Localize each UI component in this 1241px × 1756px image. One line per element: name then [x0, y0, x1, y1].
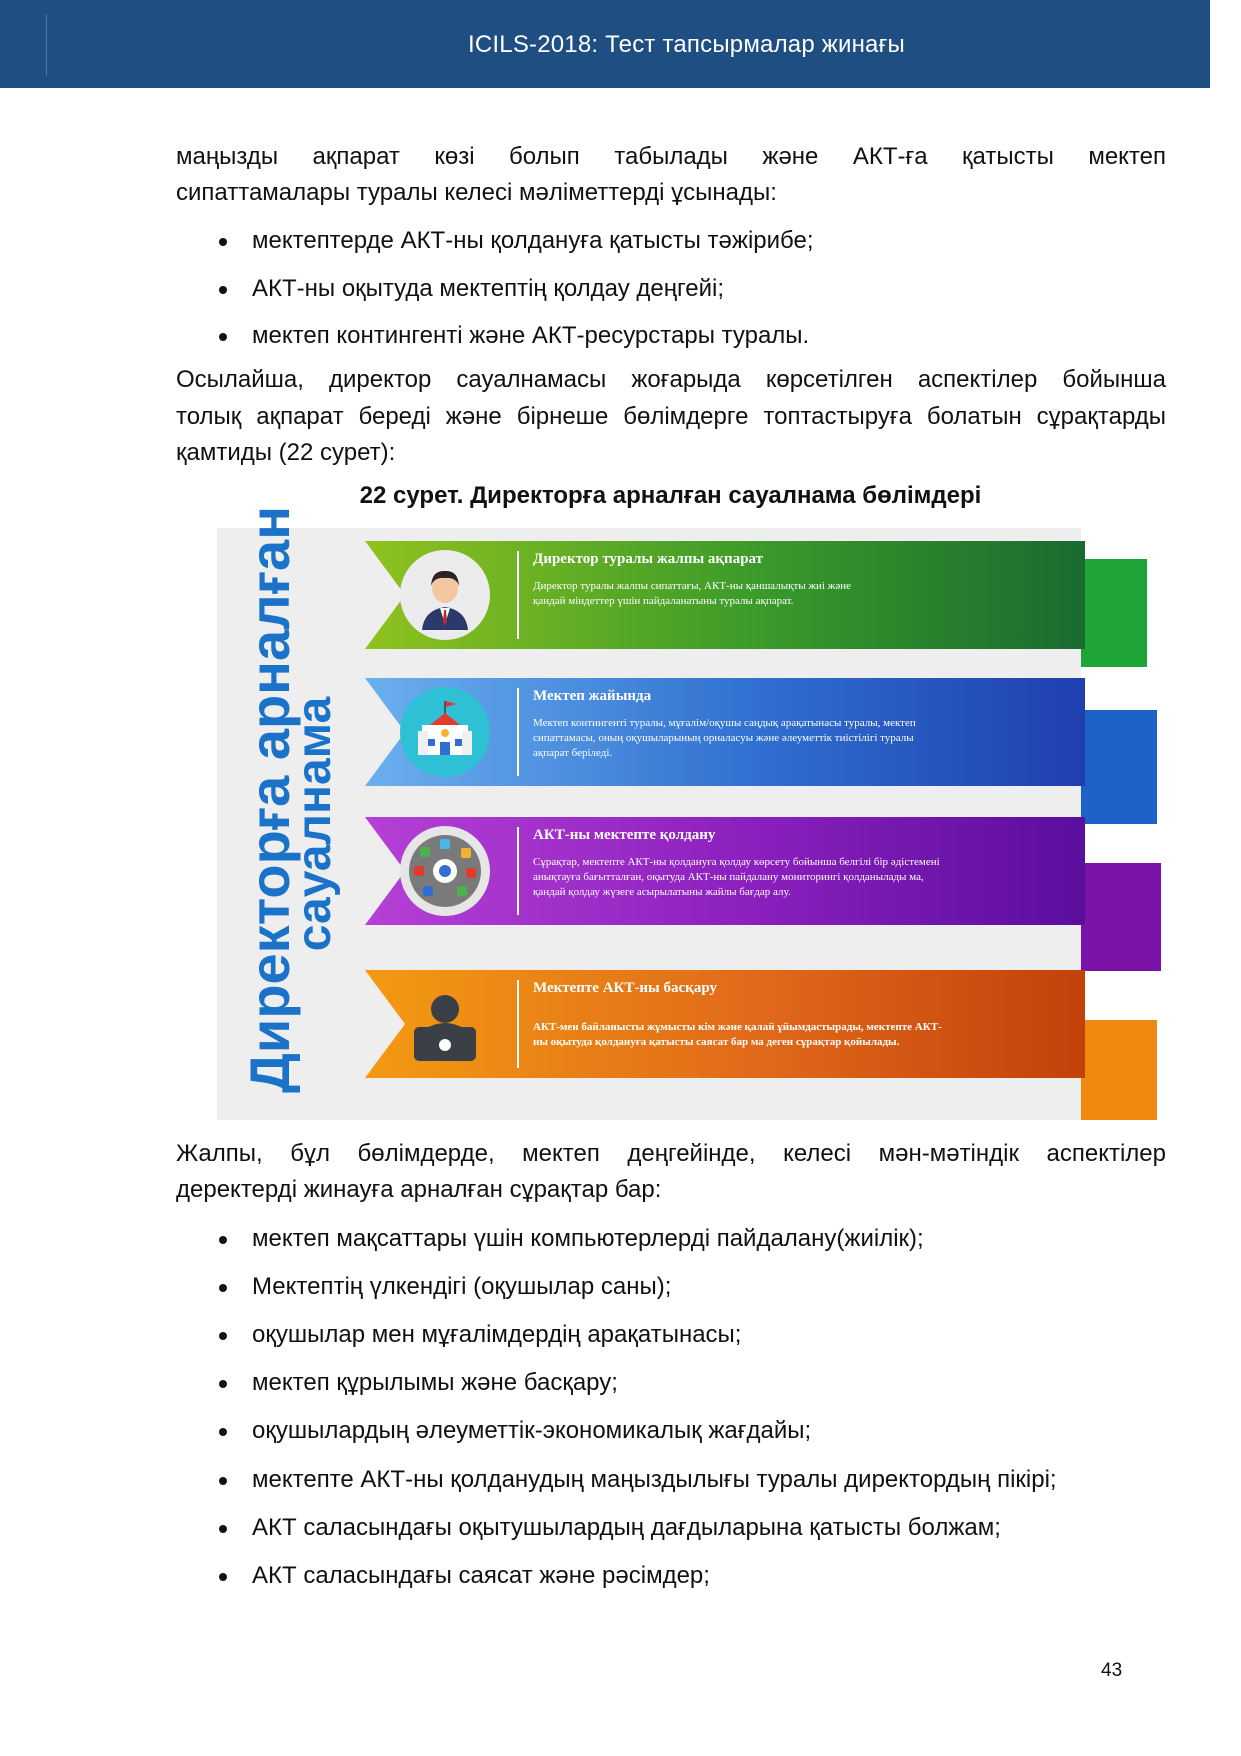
list-item: мектептерде АКТ-ны қолдануға қатысты тәжірибе;	[176, 223, 814, 259]
school-icon	[400, 687, 490, 777]
bullet-list-1	[176, 223, 814, 354]
section-title: АКТ-ны мектепте қолдану	[533, 827, 716, 843]
page-header	[0, 0, 1210, 88]
list-item: оқушылар мен мұғалімдердің арақатынасы;	[176, 1317, 1057, 1353]
section-description	[533, 855, 1033, 900]
para3-line-2: деректерді жинауға арналған сұрақтар бар:	[176, 1176, 662, 1203]
section-band-ict-use	[365, 817, 1085, 925]
para2-line-3: қамтиды (22 сурет):	[176, 439, 396, 466]
band-tail	[1081, 1020, 1157, 1120]
list-item: мектеп құрылымы және басқару;	[176, 1365, 1057, 1401]
band-tail	[1081, 863, 1161, 971]
para3-line-1: Жалпы, бұл бөлімдерде, мектеп деңгейінде, келесі мән-мәтіндік аспектілер	[176, 1140, 1166, 1167]
section-title: Мектеп жайында	[533, 688, 652, 704]
list-item: Мектептің үлкендігі (оқушылар саны);	[176, 1269, 1057, 1305]
band-tail	[1081, 710, 1157, 824]
band-separator	[517, 980, 519, 1068]
desc-line: ны оқытуда қолдануға қатысты саясат бар ма деген сұрақтар қойылады.	[533, 1036, 900, 1048]
person-icon	[400, 550, 490, 640]
intro-line-1: маңызды ақпарат көзі болып табылады және АКТ-ға қатысты мектеп	[176, 143, 1166, 170]
laptop-user-icon	[400, 979, 490, 1069]
list-item: мектеп мақсаттары үшін компьютерлерді пайдалану(жиілік);	[176, 1221, 1057, 1257]
band-tail	[1081, 559, 1147, 667]
list-item: мектепте АКТ-ны қолданудың маңыздылығы туралы директордың пікірі;	[176, 1462, 1057, 1498]
list-item: АКТ саласындағы оқытушылардың дағдыларына қатысты болжам;	[176, 1510, 1057, 1546]
ict-apps-icon	[400, 826, 490, 916]
desc-line: Сұрақтар, мектепте АКТ-ны қолдануға қолдау көрсету бойынша белгілі бір әдістемені	[533, 856, 940, 868]
list-item: мектеп контингенті және АКТ-ресурстары туралы.	[176, 318, 814, 354]
bullet-list-2	[176, 1221, 1057, 1594]
section-band-about-school	[365, 678, 1085, 786]
page-number: 43	[1101, 1660, 1123, 1681]
list-item: АКТ-ны оқытуда мектептің қолдау деңгейі;	[176, 271, 814, 307]
section-band-general-info	[365, 541, 1085, 649]
desc-line: сипаттамасы, оның оқушыларының орналасуы және әлеуметтік тиістілігі туралы	[533, 732, 914, 744]
desc-line: АКТ-мен байланысты жұмысты кім және қалай ұйымдастырады, мектепте АКТ-	[533, 1021, 942, 1033]
list-item: АКТ саласындағы саясат және рәсімдер;	[176, 1558, 1057, 1594]
section-title: Директор туралы жалпы ақпарат	[533, 551, 764, 567]
vertical-title-line-2: сауалнама	[288, 696, 341, 952]
desc-line: Мектеп контингенті туралы, мұғалім/оқушы саңдық арақатынасы туралы, мектеп	[533, 717, 916, 729]
intro-line-2: сипаттамалары туралы келесі мәліметтерді ұсынады:	[176, 179, 777, 206]
header-divider	[46, 14, 47, 76]
desc-line: қандай міндеттер үшін пайдаланатыны туралы ақпарат.	[533, 595, 794, 607]
band-separator	[517, 688, 519, 776]
band-separator	[517, 827, 519, 915]
desc-line: қандай қолдау жүзеге асырылатыны жайлы бағдар алу.	[533, 886, 791, 898]
vertical-title-line-1: Директорға арналған	[238, 505, 301, 1093]
section-title: Мектепте АКТ-ны басқару	[533, 980, 717, 996]
desc-line: Директор туралы жалпы сипаттағы, АКТ-ны қаншалықты жиі және	[533, 580, 852, 592]
desc-line: анықтауға бағытталған, оқытуда АКТ-ны пайдалану мониторингі қолданылады ма,	[533, 871, 924, 883]
header-title: ICILS-2018: Тест тапсырмалар жинағы	[468, 31, 906, 58]
list-item: оқушылардың әлеуметтік-экономикалық жағдайы;	[176, 1413, 1057, 1449]
desc-line: ақпарат беріледі.	[533, 747, 613, 759]
section-description	[533, 1020, 1033, 1050]
para2-line-1: Осылайша, директор сауалнамасы жоғарыда көрсетілген аспектілер бойынша	[176, 366, 1166, 393]
figure-caption: 22 сурет. Директорға арналған сауалнама бөлімдері	[359, 482, 982, 509]
section-description	[533, 579, 1033, 609]
para2-line-2: толық ақпарат береді және бірнеше бөлімдерге топтастыруға болатын сұрақтарды	[176, 403, 1166, 430]
section-description	[533, 716, 1033, 761]
section-band-ict-management	[365, 970, 1085, 1078]
band-separator	[517, 551, 519, 639]
